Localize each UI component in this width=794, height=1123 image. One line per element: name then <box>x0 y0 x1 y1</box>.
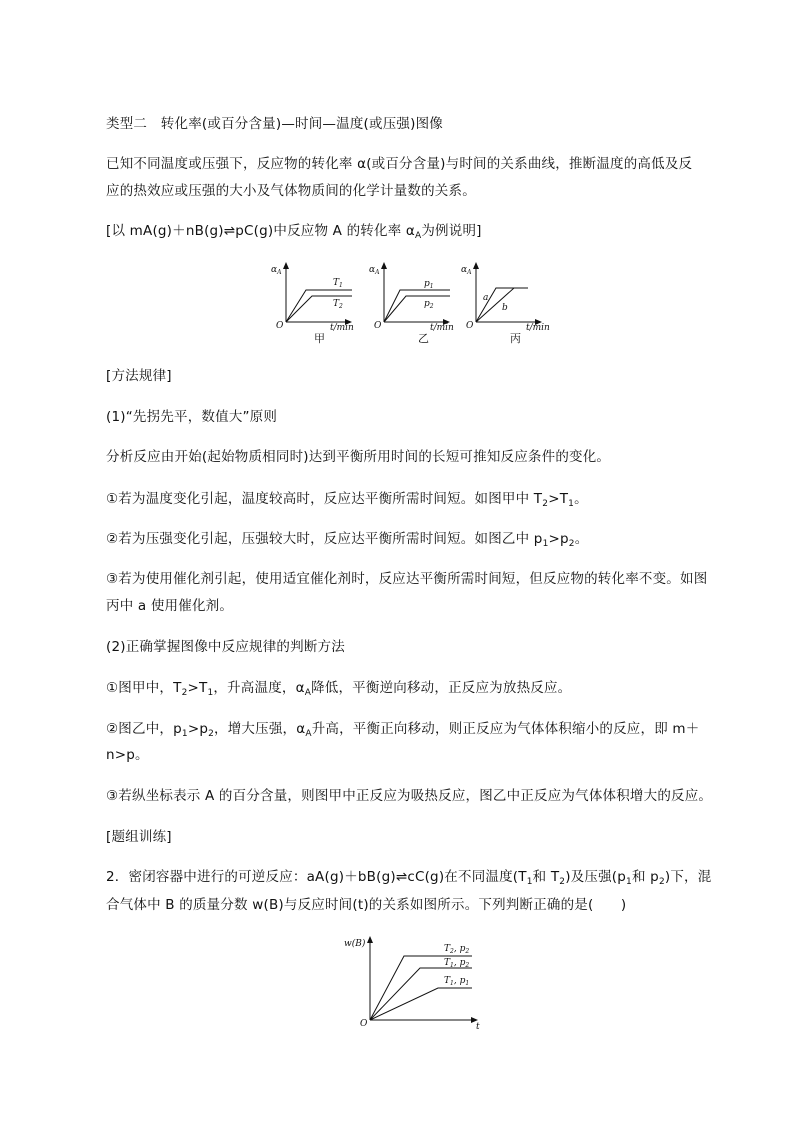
y-arrow <box>381 262 387 269</box>
figure-bing <box>456 258 556 348</box>
example-line <box>106 222 482 240</box>
text: ①若为温度变化引起，温度较高时，反应达平衡所需时间短。如图甲中 T <box>106 491 543 507</box>
curve-b <box>476 288 514 322</box>
method-header: [方法规律] <box>106 368 172 384</box>
figure-jia <box>266 258 366 348</box>
text: >p <box>548 531 569 547</box>
figure-yi <box>364 258 464 348</box>
sub: 1 <box>526 877 533 887</box>
method-p1-text: 分析反应由开始(起始物质相同时)达到平衡所用时间的长短可推知反应条件的变化。 <box>106 449 611 465</box>
curve-label-t1p2: $T_1$, $p_2$ <box>444 958 470 969</box>
curve-label-2: $p_2$ <box>424 299 434 310</box>
q2-line2: 合气体中 B 的质量分数 w(B)与反应时间(t)的关系如图所示。下列判断正确的是( ) <box>106 897 627 913</box>
sub: 2 <box>559 877 566 887</box>
text: 升高，平衡正向移动，则正反应为气体体积缩小的反应，即 m＋ <box>311 721 700 737</box>
text: 和 p <box>631 869 659 885</box>
origin-label: O <box>374 321 382 331</box>
text: ①图甲中，T <box>106 680 182 696</box>
x-label: t/min <box>526 323 550 333</box>
x-label: t <box>476 1022 480 1032</box>
method-p1-item1 <box>106 490 588 508</box>
origin-label: O <box>360 1019 368 1029</box>
sub: 2 <box>208 729 215 739</box>
x-label: t/min <box>330 323 354 333</box>
example-sub: A <box>415 231 422 241</box>
method-p2-item2-line2: n>p。 <box>106 747 149 763</box>
x-label: t/min <box>430 323 454 333</box>
method-p2-title: (2)正确掌握图像中反应规律的判断方法 <box>106 639 345 655</box>
example-end: 为例说明] <box>421 223 482 239</box>
method-p1-item3-line2: 丙中 a 使用催化剂。 <box>106 598 234 614</box>
text: 2．密闭容器中进行的可逆反应：aA(g)＋bB(g)⇌cC(g)在不同温度(T <box>106 869 527 885</box>
curve-1 <box>384 290 450 322</box>
text: ，增大压强，α <box>214 721 306 737</box>
method-p1-item3-line1: ③若为使用催化剂引起，使用适宜催化剂时，反应达平衡所需时间短，但反应物的转化率不变。如图 <box>106 571 708 587</box>
curve-label-b: b <box>502 303 508 313</box>
text: >p <box>187 721 209 737</box>
text: 和 T <box>532 869 560 885</box>
text: ②若为压强变化引起，压强较大时，反应达平衡所需时间短。如图乙中 p <box>106 531 543 547</box>
text: 。 <box>574 531 589 547</box>
y-arrow <box>473 262 479 269</box>
q2-line1 <box>106 868 711 886</box>
sub: 2 <box>658 877 665 887</box>
y-label: w(B) <box>344 939 366 949</box>
method-p2-item1 <box>106 679 571 697</box>
curve-2 <box>384 296 450 322</box>
curve-label-1: $T_1$ <box>333 278 343 289</box>
y-label: $\alpha_A$ <box>369 265 380 276</box>
figure-caption: 甲 <box>314 332 325 345</box>
text: >T <box>187 680 208 696</box>
text: 。 <box>574 491 588 507</box>
method-p2-item2-line1 <box>106 720 699 738</box>
sub: 1 <box>568 499 575 509</box>
sub: 1 <box>207 688 214 698</box>
text: )及压强(p <box>565 869 627 885</box>
figure-q2 <box>340 930 490 1032</box>
y-arrow <box>283 262 289 269</box>
origin-label: O <box>276 321 284 331</box>
text: )下，混 <box>664 869 712 885</box>
text: 降低，平衡逆向移动，正反应为放热反应。 <box>311 680 572 696</box>
y-label: $\alpha_A$ <box>271 265 282 276</box>
text: ，升高温度，α <box>213 680 305 696</box>
sub: A <box>304 688 312 698</box>
method-p2-item3: ③若纵坐标表示 A 的百分含量，则图甲中正反应为吸热反应，图乙中正反应为气体体积增大的反应。 <box>106 788 713 804</box>
text: ②图乙中，p <box>106 721 182 737</box>
y-arrow <box>367 936 373 943</box>
sub: 2 <box>542 499 549 509</box>
figure-caption: 乙 <box>418 332 429 345</box>
sub: A <box>305 729 312 739</box>
sub: 1 <box>181 729 188 739</box>
method-p1-title: (1)“先拐先平，数值大”原则 <box>106 409 278 425</box>
sub: 2 <box>181 688 188 698</box>
exercise-header: [题组训练] <box>106 829 172 845</box>
curve-label-a: a <box>483 293 489 303</box>
origin-label: O <box>466 321 474 331</box>
intro-line-2: 应的热效应或压强的大小及气体物质间的化学计量数的关系。 <box>106 183 476 199</box>
y-label: $\alpha_A$ <box>461 265 472 276</box>
curve-label-2: $T_2$ <box>333 299 343 310</box>
figure-caption: 丙 <box>510 332 521 345</box>
section-title: 类型二 转化率(或百分含量)—时间—温度(或压强)图像 <box>106 116 443 132</box>
curve-label-t2p2: $T_2$, $p_2$ <box>444 944 470 955</box>
text: >T <box>548 491 569 507</box>
sub: 1 <box>626 877 632 887</box>
method-p1-item2 <box>106 530 588 548</box>
example-text: [以 mA(g)＋nB(g)⇌pC(g)中反应物 A 的转化率 α <box>106 223 415 239</box>
sub: 1 <box>542 539 549 549</box>
intro-line-1: 已知不同温度或压强下，反应物的转化率 α(或百分含量)与时间的关系曲线，推断温度的高低及反 <box>106 156 693 172</box>
curve-label-t1p1: $T_1$, $p_1$ <box>444 976 470 987</box>
curve-label-1: $p_1$ <box>424 279 434 290</box>
sub: 2 <box>568 539 575 549</box>
